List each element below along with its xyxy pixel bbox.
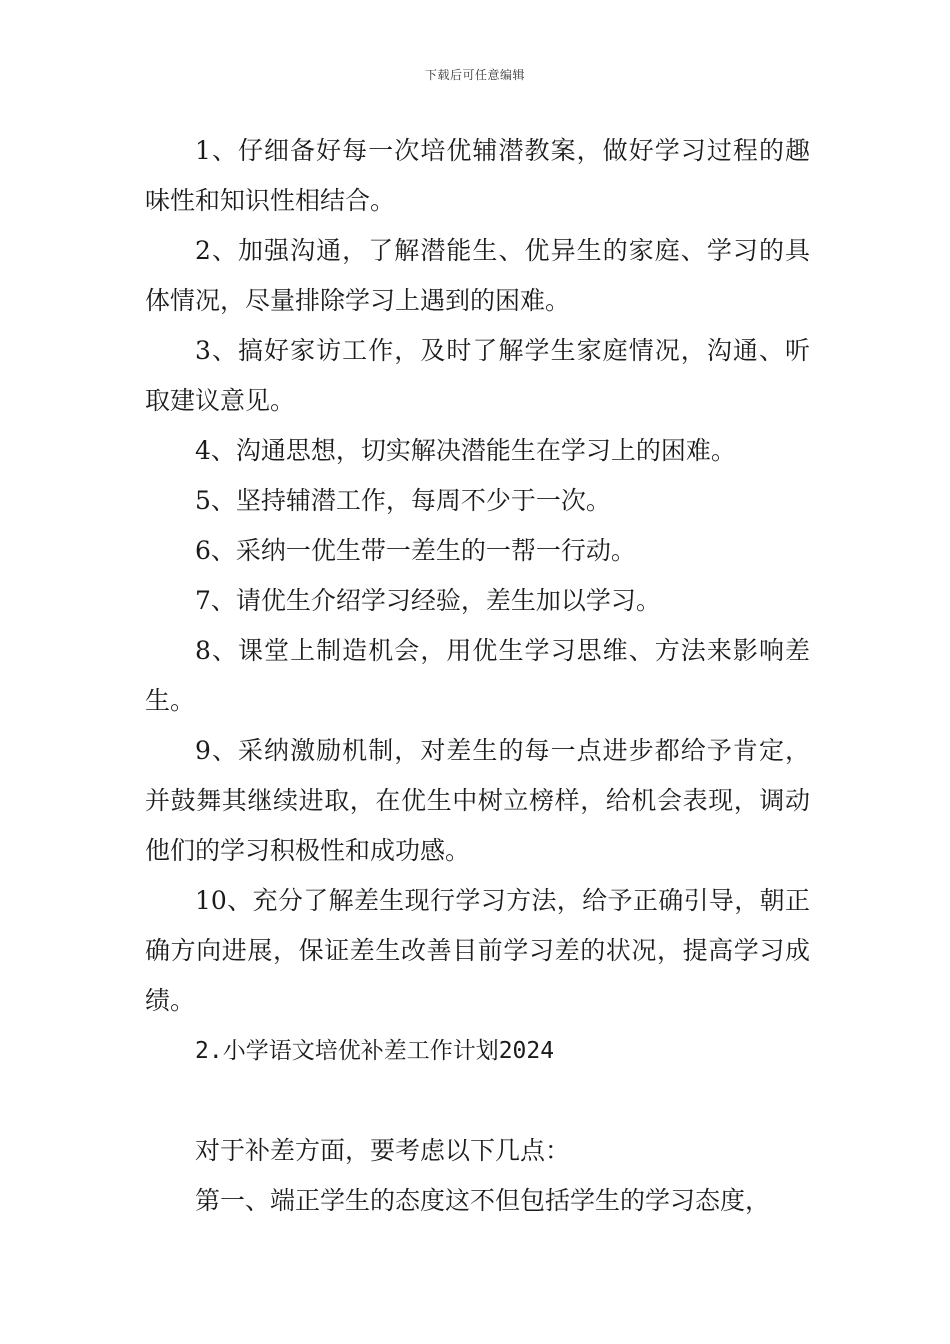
- intro-paragraph: 对于补差方面，要考虑以下几点：: [195, 1136, 571, 1165]
- list-item-7: 7、请优生介绍学习经验，差生加以学习。: [195, 586, 661, 615]
- list-item-10: 10、充分了解差生现行学习方法，给予正确引导，朝正确方向进展，保证差生改善目前学习差的状况，提高学习成绩。: [145, 886, 810, 1015]
- list-item-1: 1、仔细备好每一次培优辅潜教案，做好学习过程的趣味性和知识性相结合。: [145, 136, 810, 215]
- section-heading: 2.小学语文培优补差工作计划2024: [195, 1038, 555, 1064]
- list-item-9: 9、采纳激励机制，对差生的每一点进步都给予肯定，并鼓舞其继续进取，在优生中树立榜样，给机会表现，调动他们的学习积极性和成功感。: [145, 736, 810, 865]
- document-body: [145, 126, 810, 1226]
- list-item-8: 8、课堂上制造机会，用优生学习思维、方法来影响差生。: [145, 636, 810, 715]
- list-item-6: 6、采纳一优生带一差生的一帮一行动。: [195, 536, 636, 565]
- list-item-2: 2、加强沟通，了解潜能生、优异生的家庭、学习的具体情况，尽量排除学习上遇到的困难。: [145, 236, 810, 315]
- list-item-5: 5、坚持辅潜工作，每周不少于一次。: [195, 486, 611, 515]
- header-note: 下载后可任意编辑: [424, 68, 525, 82]
- list-item-3: 3、搞好家访工作，及时了解学生家庭情况，沟通、听取建议意见。: [145, 336, 810, 415]
- blank-line: [145, 1076, 810, 1126]
- first-point-paragraph: 第一、端正学生的态度这不但包括学生的学习态度，: [195, 1186, 771, 1215]
- list-item-4: 4、沟通思想，切实解决潜能生在学习上的困难。: [195, 436, 736, 465]
